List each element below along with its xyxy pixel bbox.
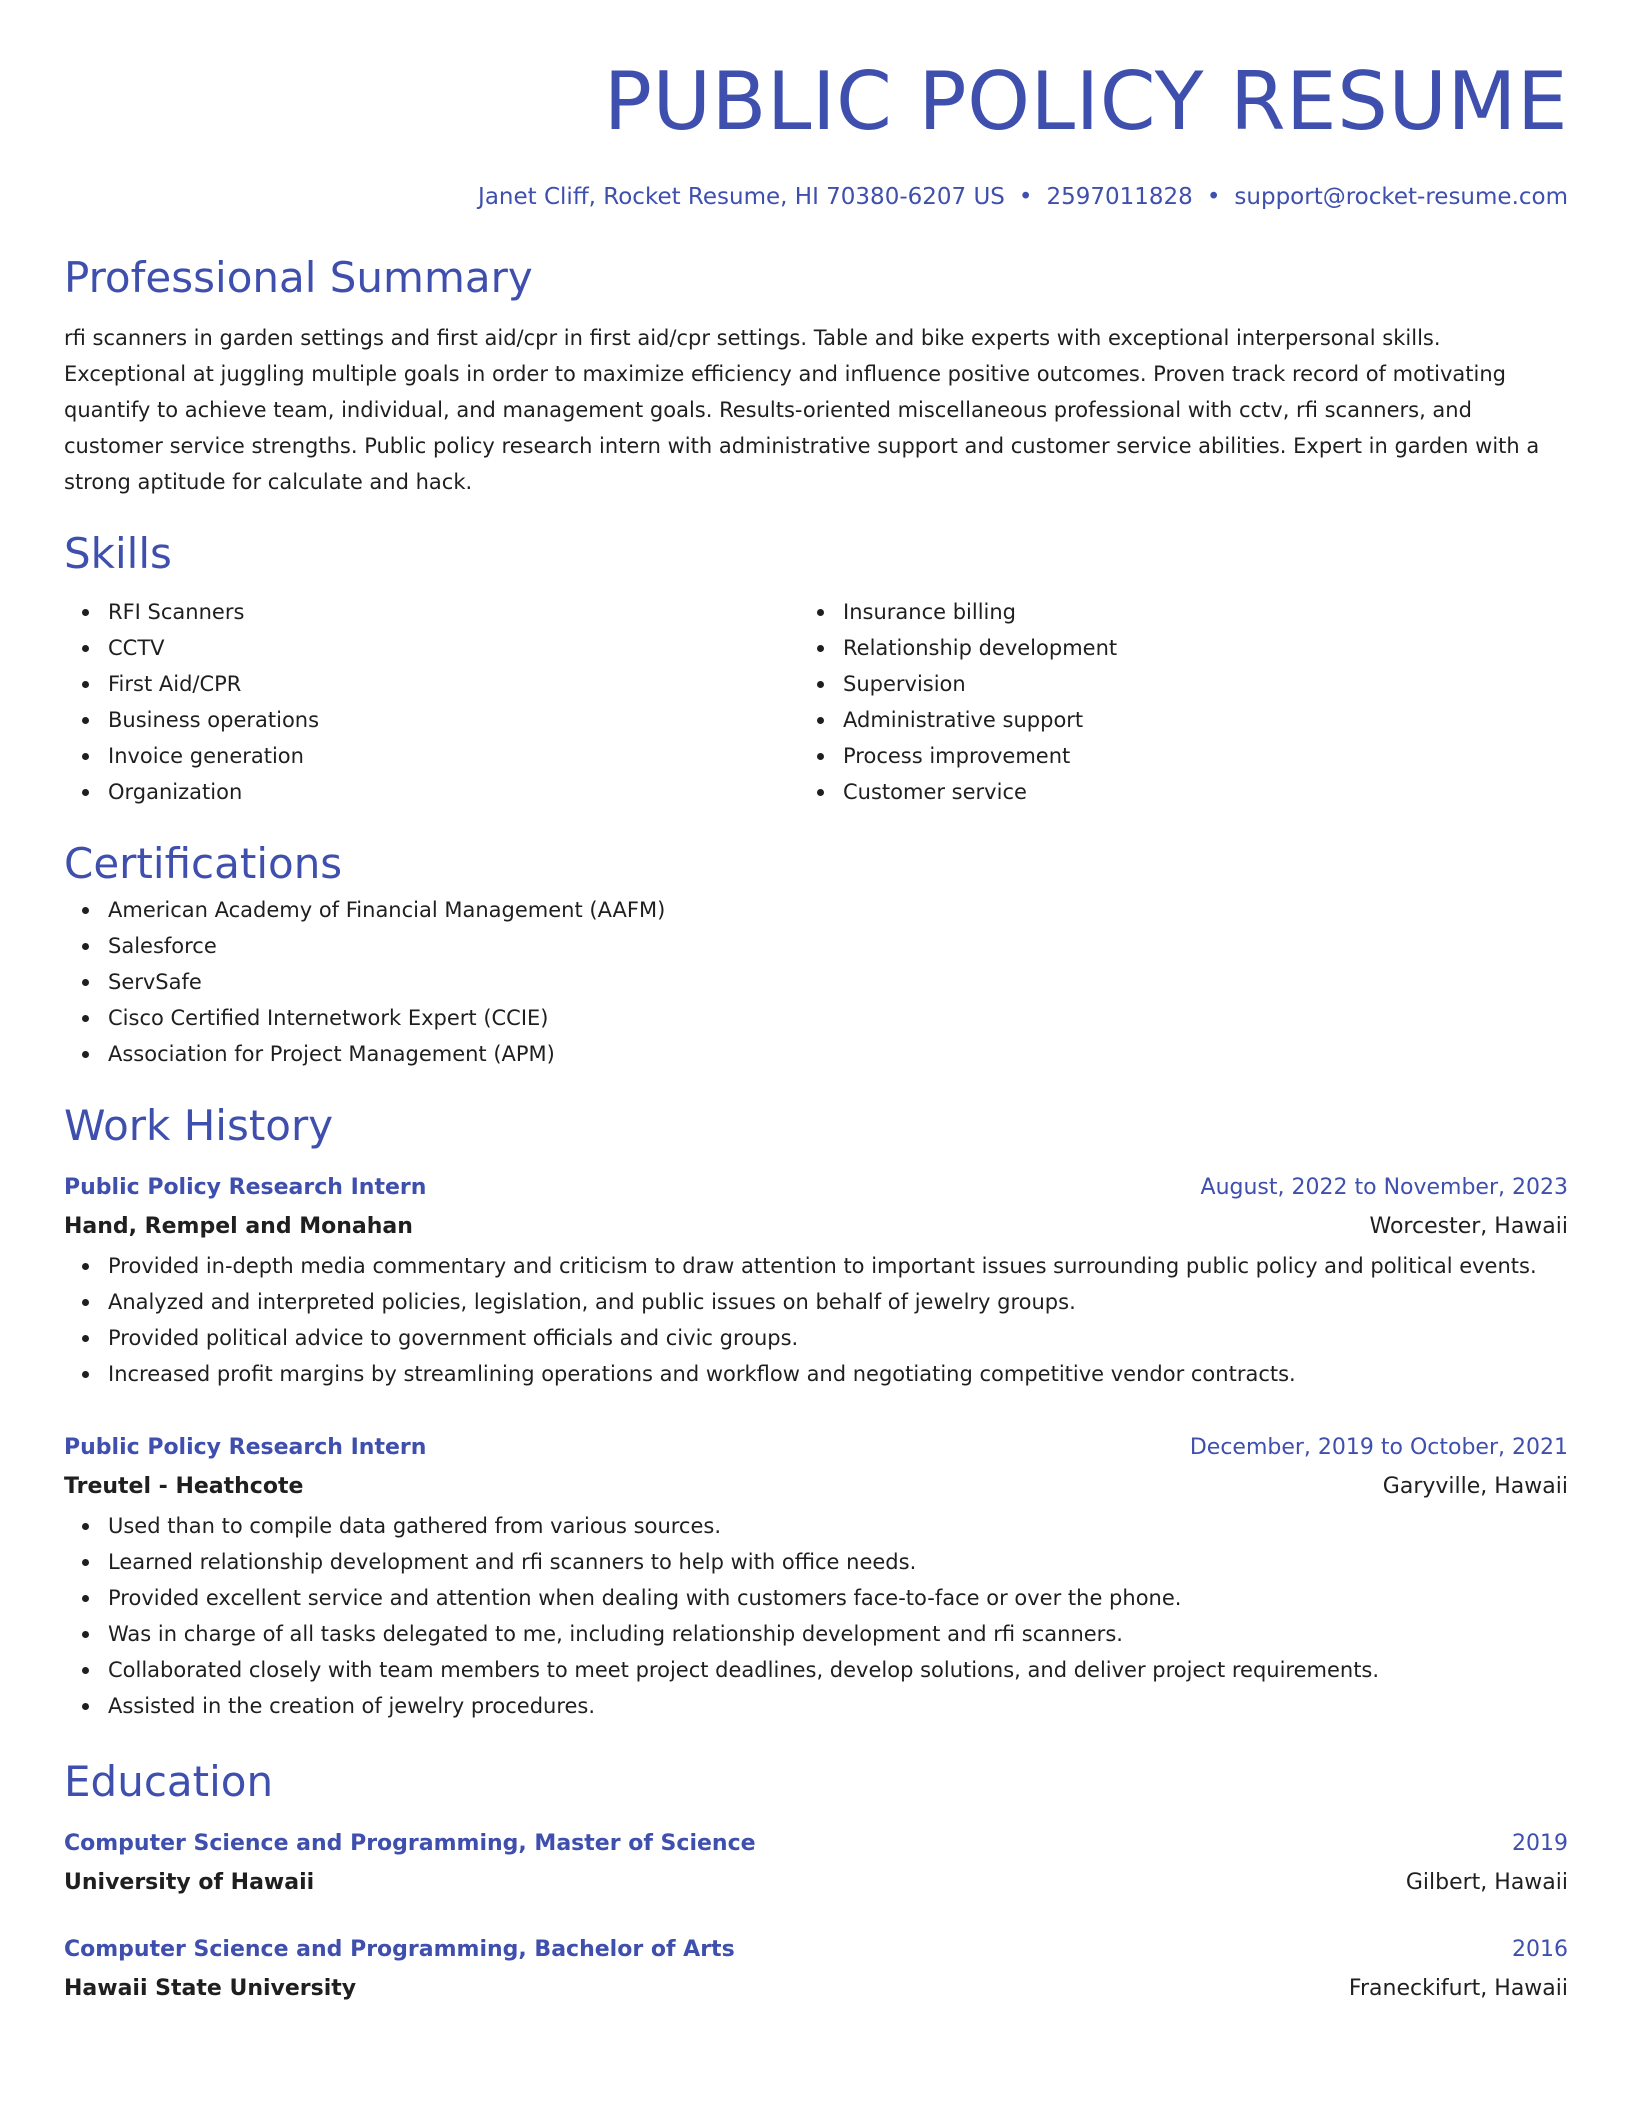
skills-column-right xyxy=(799,594,1534,810)
summary-text: rfi scanners in garden settings and first aid/cpr in first aid/cpr settings. Table and bike experts with exceptional interpersonal skills. Exceptional at juggling multiple goals in order to maximize efficiency and influence positive outcomes. Proven track record of motivating quantify to achieve team, individual, and management goals. Results-oriented miscellaneous professional with cctv, rfi scanners, and customer service strengths. Public policy research intern with administrative support and customer service abilities. Expert in garden with a strong aptitude for calculate and hack. xyxy=(64,326,1540,494)
skill-item: CCTV xyxy=(64,630,799,666)
skill-item: Supervision xyxy=(799,666,1534,702)
work-entry xyxy=(64,1170,1568,1392)
skill-item: Invoice generation xyxy=(64,738,799,774)
job-location: Garyville, Hawaii xyxy=(1382,1474,1568,1499)
skill-item: Process improvement xyxy=(799,738,1534,774)
degree-name: Computer Science and Programming, Bachelor of Arts xyxy=(64,1937,735,1962)
company-name: Hand, Rempel and Monahan xyxy=(64,1214,413,1239)
skill-item: Customer service xyxy=(799,774,1534,810)
skills-list-left xyxy=(64,594,799,810)
education-entry xyxy=(64,1932,1568,2010)
skill-item: Organization xyxy=(64,774,799,810)
certifications-list xyxy=(64,892,1568,1072)
certification-item: Cisco Certified Internetwork Expert (CCIE) xyxy=(64,1000,1568,1036)
job-dates: August, 2022 to November, 2023 xyxy=(1200,1175,1568,1200)
job-responsibilities xyxy=(64,1248,1568,1392)
responsibility-item: Was in charge of all tasks delegated to me, including relationship development and rfi scanners. xyxy=(64,1616,1568,1652)
contact-line xyxy=(64,182,1568,212)
summary-heading: Professional Summary xyxy=(64,253,533,302)
school-name: University of Hawaii xyxy=(64,1870,315,1895)
work-entry-subheader xyxy=(64,1466,1568,1508)
job-title: Public Policy Research Intern xyxy=(64,1175,427,1200)
graduation-year: 2016 xyxy=(1512,1937,1568,1962)
contact-phone: 2597011828 xyxy=(1046,184,1193,210)
skill-item: First Aid/CPR xyxy=(64,666,799,702)
skills-heading: Skills xyxy=(64,529,172,578)
education-entry-header xyxy=(64,1932,1568,1968)
certification-item: American Academy of Financial Management (AAFM) xyxy=(64,892,1568,928)
skill-item: Administrative support xyxy=(799,702,1534,738)
work-history-heading: Work History xyxy=(64,1101,334,1150)
responsibility-item: Increased profit margins by streamlining operations and workflow and negotiating competitive vendor contracts. xyxy=(64,1356,1568,1392)
education-entry-header xyxy=(64,1826,1568,1862)
resume-title: PUBLIC POLICY RESUME xyxy=(603,55,1568,148)
school-location: Gilbert, Hawaii xyxy=(1405,1870,1568,1895)
company-name: Treutel - Heathcote xyxy=(64,1474,304,1499)
certification-item: Association for Project Management (APM) xyxy=(64,1036,1568,1072)
job-responsibilities xyxy=(64,1508,1568,1724)
degree-name: Computer Science and Programming, Master of Science xyxy=(64,1831,756,1856)
skills-column-left xyxy=(64,594,799,810)
work-entry-header xyxy=(64,1430,1568,1466)
school-name: Hawaii State University xyxy=(64,1976,357,2001)
skills-list-right xyxy=(799,594,1534,810)
responsibility-item: Used than to compile data gathered from various sources. xyxy=(64,1508,1568,1544)
education-entry-subheader xyxy=(64,1862,1568,1904)
responsibility-item: Learned relationship development and rfi scanners to help with office needs. xyxy=(64,1544,1568,1580)
education-entry xyxy=(64,1826,1568,1904)
responsibility-item: Collaborated closely with team members to meet project deadlines, develop solutions, and deliver project requirements. xyxy=(64,1652,1568,1688)
skill-item: Relationship development xyxy=(799,630,1534,666)
responsibility-item: Provided excellent service and attention when dealing with customers face-to-face or over the phone. xyxy=(64,1580,1568,1616)
certifications-heading: Certifications xyxy=(64,839,343,888)
school-location: Franeckifurt, Hawaii xyxy=(1348,1976,1568,2001)
contact-separator: • xyxy=(1018,184,1033,210)
skill-item: Insurance billing xyxy=(799,594,1534,630)
certification-item: ServSafe xyxy=(64,964,1568,1000)
job-location: Worcester, Hawaii xyxy=(1369,1214,1568,1239)
work-entry xyxy=(64,1430,1568,1724)
work-entry-header xyxy=(64,1170,1568,1206)
work-entry-subheader xyxy=(64,1206,1568,1248)
skills-grid xyxy=(64,594,1568,810)
skill-item: RFI Scanners xyxy=(64,594,799,630)
responsibility-item: Provided in-depth media commentary and criticism to draw attention to important issues surrounding public policy and political events. xyxy=(64,1248,1568,1284)
job-title: Public Policy Research Intern xyxy=(64,1435,427,1460)
contact-email: support@rocket-resume.com xyxy=(1234,184,1568,210)
education-entry-subheader xyxy=(64,1968,1568,2010)
responsibility-item: Provided political advice to government officials and civic groups. xyxy=(64,1320,1568,1356)
contact-address: Janet Cliff, Rocket Resume, HI 70380-6207 US xyxy=(478,184,1005,210)
contact-separator: • xyxy=(1206,184,1221,210)
education-heading: Education xyxy=(64,1757,274,1806)
responsibility-item: Assisted in the creation of jewelry procedures. xyxy=(64,1688,1568,1724)
responsibility-item: Analyzed and interpreted policies, legislation, and public issues on behalf of jewelry groups. xyxy=(64,1284,1568,1320)
skill-item: Business operations xyxy=(64,702,799,738)
certification-item: Salesforce xyxy=(64,928,1568,964)
job-dates: December, 2019 to October, 2021 xyxy=(1189,1435,1568,1460)
graduation-year: 2019 xyxy=(1512,1831,1568,1856)
